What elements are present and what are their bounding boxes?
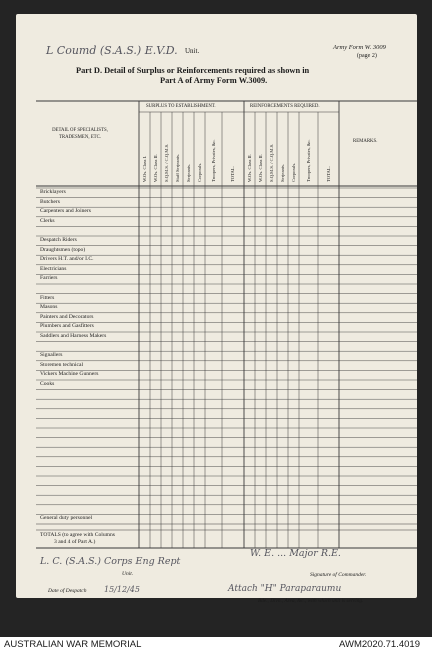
row-label: Electricians <box>40 265 67 272</box>
unit-label: Unit. <box>185 47 200 55</box>
row-label: Butchers <box>40 198 60 205</box>
row-label: Bricklayers <box>40 189 66 195</box>
detail-header: DETAIL OF SPECIALISTS, TRADESMEN, ETC. <box>52 128 108 140</box>
handwritten-date: 15/12/45 <box>104 585 140 594</box>
surplus-column-header: TOTAL. <box>230 166 235 182</box>
reinforcement-column-header: W.Os. Class II. <box>246 154 252 182</box>
date-of-despatch-label: Date of Despatch <box>48 588 87 594</box>
handwritten-location: Attach "H" Paraparaumu <box>228 584 342 594</box>
reinforcement-column-header: Serjeants. <box>279 164 285 182</box>
handwritten-commander-signature: W. E. ... Major R.E. <box>250 548 341 559</box>
reinforcement-column-header: W.Os. Class II. <box>257 154 263 182</box>
row-label: Plumbers and Gasfitters <box>40 323 94 330</box>
form-title-line2: Part A of Army Form W.3009. <box>160 76 268 85</box>
row-label: Drivers H.T. and/or I.C. <box>40 256 94 263</box>
archive-footer <box>0 637 432 653</box>
row-label: Fitters <box>40 294 55 301</box>
remarks-header: REMARKS. <box>353 139 378 144</box>
archive-institution: AUSTRALIAN WAR MEMORIAL <box>4 639 142 650</box>
reinforcement-column-header: TOTAL. <box>325 166 331 182</box>
row-label: Cooks <box>40 381 55 387</box>
signature-unit-label: Unit. <box>122 571 134 577</box>
commander-signature-label: Signature of Commander. <box>310 572 367 578</box>
row-label: Vickers Machine Gunners <box>40 371 99 378</box>
row-label: Masons <box>40 304 58 311</box>
surplus-column-header: Troopers, Privates, &c. <box>210 139 216 182</box>
reinforcement-column-header: S.Q.M.S. / C.Q.M.S. <box>268 143 274 182</box>
archive-accession: AWM2020.71.4019 <box>339 639 420 650</box>
form-page-number: (page 2) <box>357 53 377 59</box>
surplus-column-header: W.Os. Class II. <box>152 154 158 182</box>
row-label: Clerks <box>40 217 55 224</box>
row-label: Painters and Decorators <box>40 313 94 320</box>
surplus-column-header: S.Q.M.S. / C.Q.M.S. <box>163 143 169 182</box>
general-duty-label: General duty personnel <box>40 515 93 521</box>
handwritten-unit-name: L Coumd (S.A.S.) E.V.D. <box>46 44 178 57</box>
surplus-header: SURPLUS TO ESTABLISHMENT. <box>146 104 216 109</box>
surplus-column-header: W.Os. Class I. <box>141 155 147 182</box>
totals-label-line2: 3 and 4 of Part A.) <box>54 539 96 545</box>
location-label: Bde., Divn., Area, &c., with which unit is serving. <box>258 598 364 604</box>
totals-label-line1: TOTALS (to agree with Columns <box>40 532 115 538</box>
form-title-line1: Part D. Detail of Surplus or Reinforcements required as shown in <box>76 66 310 75</box>
reinforcement-column-header: Corporals. <box>290 162 296 182</box>
row-label: Signallers <box>40 352 63 359</box>
surplus-column-header: Corporals. <box>196 162 202 182</box>
surplus-column-header: Serjeants. <box>185 164 191 182</box>
row-label: Storemen technical <box>40 361 84 368</box>
row-label: Carpenters and Joiners <box>40 208 91 215</box>
row-label: Farriers <box>40 275 58 282</box>
reinforcements-header: REINFORCEMENTS REQUIRED. <box>250 104 320 109</box>
surplus-column-header: Staff Serjeants. <box>174 154 180 182</box>
form-name: Army Form W. 3009 <box>333 44 386 51</box>
reinforcement-column-header: Troopers, Privates, &c. <box>305 139 311 182</box>
handwritten-signature-unit: L. C. (S.A.S.) Corps Eng Rept <box>40 556 181 567</box>
row-label: Despatch Riders <box>40 237 77 243</box>
row-label: Saddlers and Harness Makers <box>40 333 107 339</box>
row-label: Draughtsmen (topo) <box>40 246 86 253</box>
